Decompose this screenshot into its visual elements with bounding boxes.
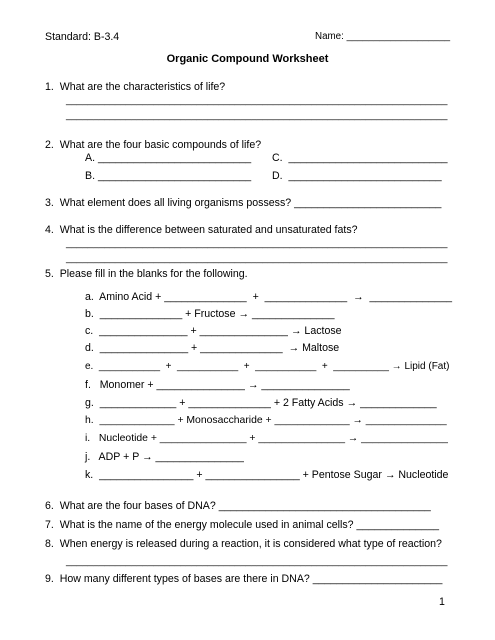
page-title: Organic Compound Worksheet (166, 53, 329, 65)
question-5-item-h: h. _____________ + Monosaccharide + _____________ → ______________ (85, 415, 447, 426)
answer-blank-d: D. __________________________ (272, 170, 442, 182)
answer-line: ______________________________________________________________________ (66, 95, 448, 106)
question-5-item-d: d. _______________ + ______________ → Maltose (85, 342, 340, 354)
question-6: 6. What are the four bases of DNA? ____________________________________ (45, 500, 431, 512)
question-5-item-j: j. ADP + P → _______________ (85, 451, 244, 463)
question-4: 4. What is the difference between saturated and unsaturated fats? (45, 224, 358, 236)
question-5-item-a: a. Amino Acid + ______________ + ______________ → ______________ (85, 291, 452, 303)
question-8: 8. When energy is released during a reaction, it is considered what type of reaction? (45, 538, 442, 550)
question-1: 1. What are the characteristics of life? (45, 81, 226, 93)
question-9: 9. How many different types of bases are there in DNA? ______________________ (45, 573, 443, 585)
standard-label: Standard: B-3.4 (45, 31, 120, 43)
question-5-item-e: e. ___________ + ___________ + ___________ + __________ → Lipid (Fat) (85, 361, 450, 372)
question-5-item-c: c. _______________ + _______________ → Lactose (85, 325, 342, 337)
question-5-item-f: f. Monomer + _______________ → _______________ (85, 379, 350, 391)
answer-line: ______________________________________________________________________ (66, 110, 448, 121)
question-5-item-i: i. Nucleotide + _______________ + _______________ → _______________ (85, 433, 448, 444)
answer-line: ______________________________________________________________________ (66, 556, 448, 567)
answer-blank-c: C. ___________________________ (272, 152, 448, 164)
answer-line: ______________________________________________________________________ (66, 238, 448, 249)
answer-blank-a: A. __________________________ (85, 152, 252, 164)
question-5: 5. Please fill in the blanks for the following. (45, 268, 248, 280)
question-5-item-g: g. _____________ + ______________ + 2 Fatty Acids → _____________ (85, 397, 437, 409)
page-number: 1 (439, 596, 445, 608)
answer-line: ______________________________________________________________________ (66, 253, 448, 264)
question-5-item-b: b. ______________ + Fructose → ______________ (85, 308, 335, 320)
question-2: 2. What are the four basic compounds of life? (45, 139, 262, 151)
question-7: 7. What is the name of the energy molecule used in animal cells? ______________ (45, 519, 439, 531)
question-5-item-k: k. ________________ + ________________ + Pentose Sugar → Nucleotide (85, 469, 449, 481)
name-field-label: Name: ___________________ (315, 31, 451, 42)
question-3: 3. What element does all living organisms possess? _________________________ (45, 197, 442, 209)
answer-blank-b: B. __________________________ (85, 170, 252, 182)
